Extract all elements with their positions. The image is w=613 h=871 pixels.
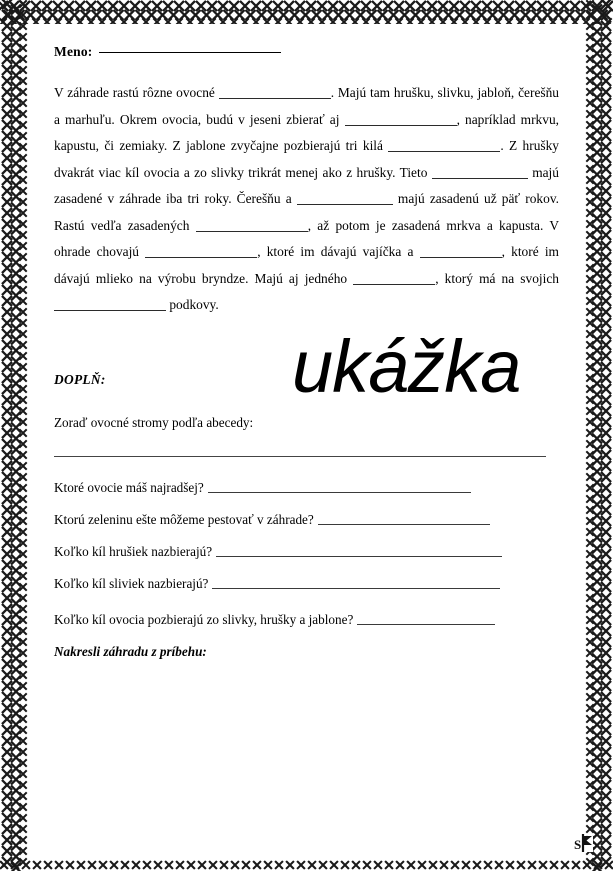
sample-watermark: ukážka (292, 325, 521, 408)
story-blank-1[interactable] (219, 86, 331, 99)
story-seg-8: , ktoré im dávajú vajíčka a (257, 244, 414, 259)
alphabet-answer-line[interactable] (54, 456, 546, 457)
story-seg-2: . Majú tam hrušku, slivku, jabloň, čerešňu a marhuľu. Okrem ovocia, budú v jeseni zbierať aj (54, 85, 559, 127)
name-field-row (54, 44, 281, 60)
question-answer-line-3[interactable] (216, 546, 502, 557)
question-answer-line-1[interactable] (208, 482, 471, 493)
svg-text:S: S (574, 837, 582, 852)
question-row-2 (54, 512, 490, 528)
story-seg-3: , napríklad mrkvu, kapustu, či zemiaky. Z jablone zvyčajne pozbierajú tri kilá (54, 111, 559, 153)
story-blank-7[interactable] (145, 245, 257, 258)
name-label: Meno: (54, 44, 93, 59)
question-text-2: Ktorú zeleninu ešte môžeme pestovať v záhrade? (54, 512, 314, 527)
question-text-1: Ktoré ovocie máš najradšej? (54, 480, 204, 495)
draw-prompt-text: Nakresli záhradu z príbehu: (54, 644, 207, 659)
st-logo-icon (572, 832, 594, 854)
story-blank-6[interactable] (196, 219, 308, 232)
story-blank-5[interactable] (297, 192, 393, 205)
question-answer-line-5[interactable] (357, 614, 495, 625)
story-blank-2[interactable] (345, 113, 457, 126)
question-row-5 (54, 612, 495, 628)
story-blank-4[interactable] (432, 166, 528, 179)
section-heading-dopln: DOPLŇ: (54, 372, 106, 387)
question-text-4: Koľko kíl sliviek nazbierajú? (54, 576, 209, 591)
story-blank-10[interactable] (54, 298, 166, 311)
story-seg-7: , až potom je zasadená mrkva a kapusta. V ohrade chovajú (54, 217, 559, 259)
task-intro-text: Zoraď ovocné stromy podľa abecedy: (54, 415, 254, 430)
story-blank-8[interactable] (420, 245, 502, 258)
story-seg-10: , ktorý má na svojich (435, 270, 559, 286)
story-seg-9: , ktoré im dávajú mlieko na výrobu bryndze. Majú aj jedného (54, 244, 559, 286)
question-row-1 (54, 480, 471, 496)
name-blank-line[interactable] (99, 51, 281, 53)
question-row-4 (54, 576, 500, 592)
story-blank-9[interactable] (353, 272, 435, 285)
story-seg-5: majú zasadené v záhrade iba tri roky. Čerešňu a (54, 164, 559, 206)
question-answer-line-2[interactable] (318, 514, 490, 525)
question-text-5: Koľko kíl ovocia pozbierajú zo slivky, hrušky a jablone? (54, 612, 354, 627)
story-seg-1: V záhrade rastú rôzne ovocné (54, 85, 215, 100)
story-blank-3[interactable] (388, 139, 500, 152)
question-answer-line-4[interactable] (212, 578, 500, 589)
story-paragraph (54, 80, 559, 319)
question-row-3 (54, 544, 502, 560)
story-seg-11: podkovy. (169, 297, 219, 312)
question-text-3: Koľko kíl hrušiek nazbierajú? (54, 544, 213, 559)
story-seg-4: . Z hrušky dvakrát viac kíl ovocia a zo slivky trikrát menej ako z hrušky. Tieto (54, 138, 559, 180)
story-seg-6: majú zasadenú už päť rokov. Rastú vedľa zasadených (54, 191, 559, 233)
